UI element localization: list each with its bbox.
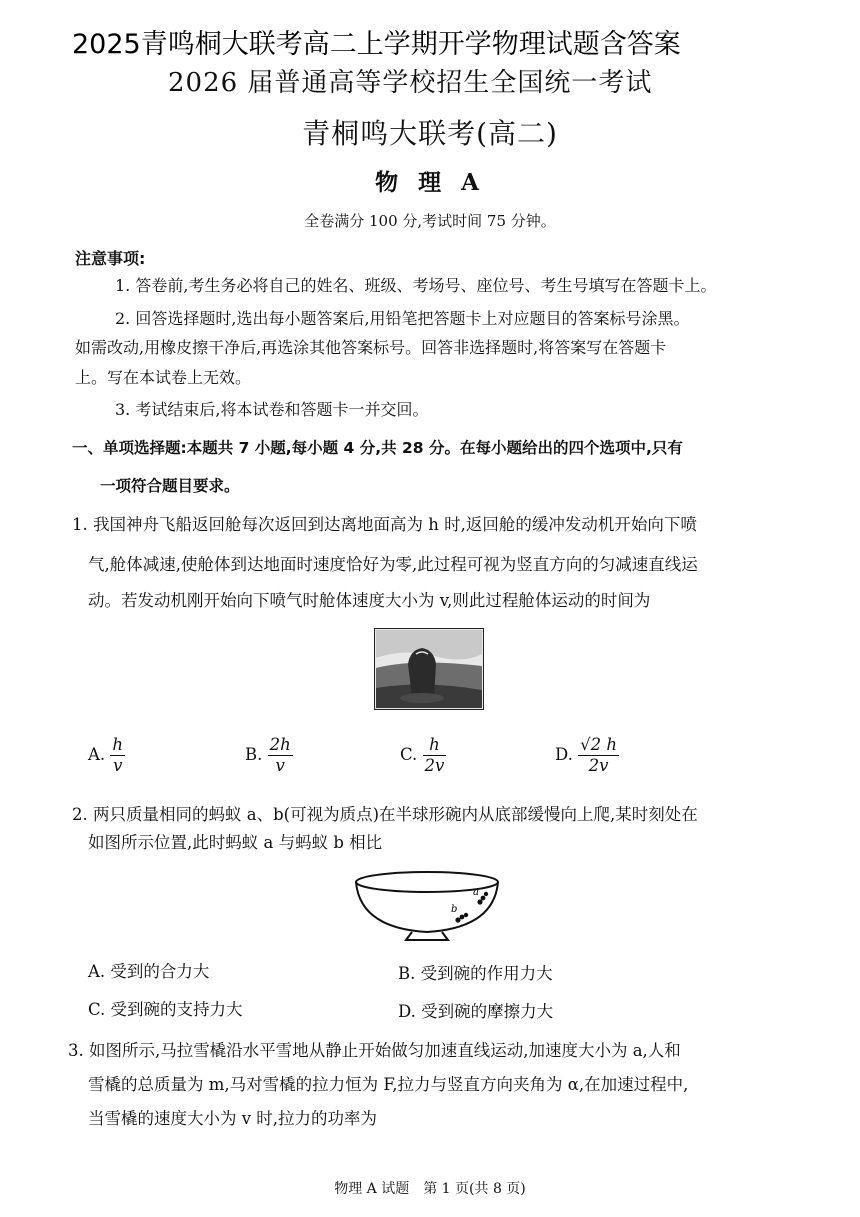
- fraction-numerator: h: [112, 735, 124, 754]
- q1-option-b[interactable]: [245, 735, 293, 776]
- q2-option-d[interactable]: D. 受到碗的摩擦力大: [398, 1002, 554, 1021]
- q1-option-d[interactable]: [555, 735, 619, 776]
- ant-a: [477, 892, 488, 905]
- option-label: B.: [245, 745, 263, 764]
- fraction: [110, 735, 125, 776]
- section-heading: 一、单项选择题:本题共 7 小题,每小题 4 分,共 28 分。在每小题给出的四个选项中,只有: [72, 439, 683, 457]
- page-footer: 物理 A 试题 第 1 页(共 8 页): [334, 1181, 526, 1197]
- q1-line: 动。若发动机刚开始向下喷气时舱体速度大小为 v,则此过程舱体运动的时间为: [88, 591, 651, 610]
- q3-line: 当雪橇的速度大小为 v 时,拉力的功率为: [88, 1109, 378, 1128]
- fraction-numerator: √2 h: [580, 735, 618, 754]
- document-banner: 2025青鸣桐大联考高二上学期开学物理试题含答案: [72, 29, 681, 60]
- fraction: [578, 735, 619, 776]
- exam-title: 2026 届普通高等学校招生全国统一考试: [168, 68, 653, 98]
- q1-line: 气,舱体减速,使舱体到达地面时速度恰好为零,此过程可视为竖直方向的匀减速直线运: [88, 555, 698, 574]
- option-label: A.: [88, 745, 106, 764]
- q2-bowl-diagram: [352, 868, 502, 944]
- q2-line: 如图所示位置,此时蚂蚁 a 与蚂蚁 b 相比: [88, 833, 383, 852]
- note-item: 3. 考试结束后,将本试卷和答题卡一并交回。: [115, 400, 429, 419]
- option-label: C.: [400, 745, 418, 764]
- ant-b-label: b: [451, 904, 458, 915]
- notes-heading: 注意事项:: [75, 249, 146, 268]
- fraction-denominator: v: [113, 756, 123, 775]
- fraction-numerator: h: [423, 735, 447, 756]
- fraction-denominator: v: [275, 756, 285, 775]
- q1-option-a[interactable]: [88, 735, 125, 776]
- q2-option-c[interactable]: C. 受到碗的支持力大: [88, 1000, 243, 1019]
- exam-info: 全卷满分 100 分,考试时间 75 分钟。: [304, 212, 556, 230]
- q2-option-b[interactable]: B. 受到碗的作用力大: [398, 964, 553, 983]
- fraction: [268, 735, 293, 776]
- section-heading-cont: 一项符合题目要求。: [100, 477, 240, 495]
- q2-option-a[interactable]: A. 受到的合力大: [88, 962, 210, 981]
- q3-line: 3. 如图所示,马拉雪橇沿水平雪地从静止开始做匀加速直线运动,加速度大小为 a,人和: [68, 1041, 681, 1060]
- note-item: 如需改动,用橡皮擦干净后,再选涂其他答案标号。回答非选择题时,将答案写在答题卡: [75, 338, 667, 357]
- note-item: 2. 回答选择题时,选出每小题答案后,用铅笔把答题卡上对应题目的答案标号涂黑。: [115, 309, 690, 328]
- fraction: [423, 735, 447, 776]
- exam-subtitle: 青桐鸣大联考(高二): [302, 117, 558, 150]
- fraction-numerator: 2h: [269, 735, 291, 754]
- note-item: 1. 答卷前,考生务必将自己的姓名、班级、考场号、座位号、考生号填写在答题卡上。: [115, 276, 717, 295]
- subject-title: 物 理 A: [375, 169, 485, 196]
- fraction-denominator: 2v: [588, 756, 609, 775]
- option-label: D.: [555, 745, 573, 764]
- q1-capsule-photo: [374, 628, 484, 710]
- fraction-denominator: 2v: [424, 756, 445, 775]
- q1-line: 1. 我国神舟飞船返回舱每次返回到达离地面高为 h 时,返回舱的缓冲发动机开始向下喷: [72, 515, 697, 534]
- ant-a-label: a: [473, 887, 479, 898]
- q1-option-c[interactable]: [400, 735, 446, 776]
- note-item: 上。写在本试卷上无效。: [75, 368, 252, 387]
- q2-line: 2. 两只质量相同的蚂蚁 a、b(可视为质点)在半球形碗内从底部缓慢向上爬,某时刻处在: [72, 805, 698, 824]
- q3-line: 雪橇的总质量为 m,马对雪橇的拉力恒为 F,拉力与竖直方向夹角为 α,在加速过程中,: [88, 1075, 689, 1094]
